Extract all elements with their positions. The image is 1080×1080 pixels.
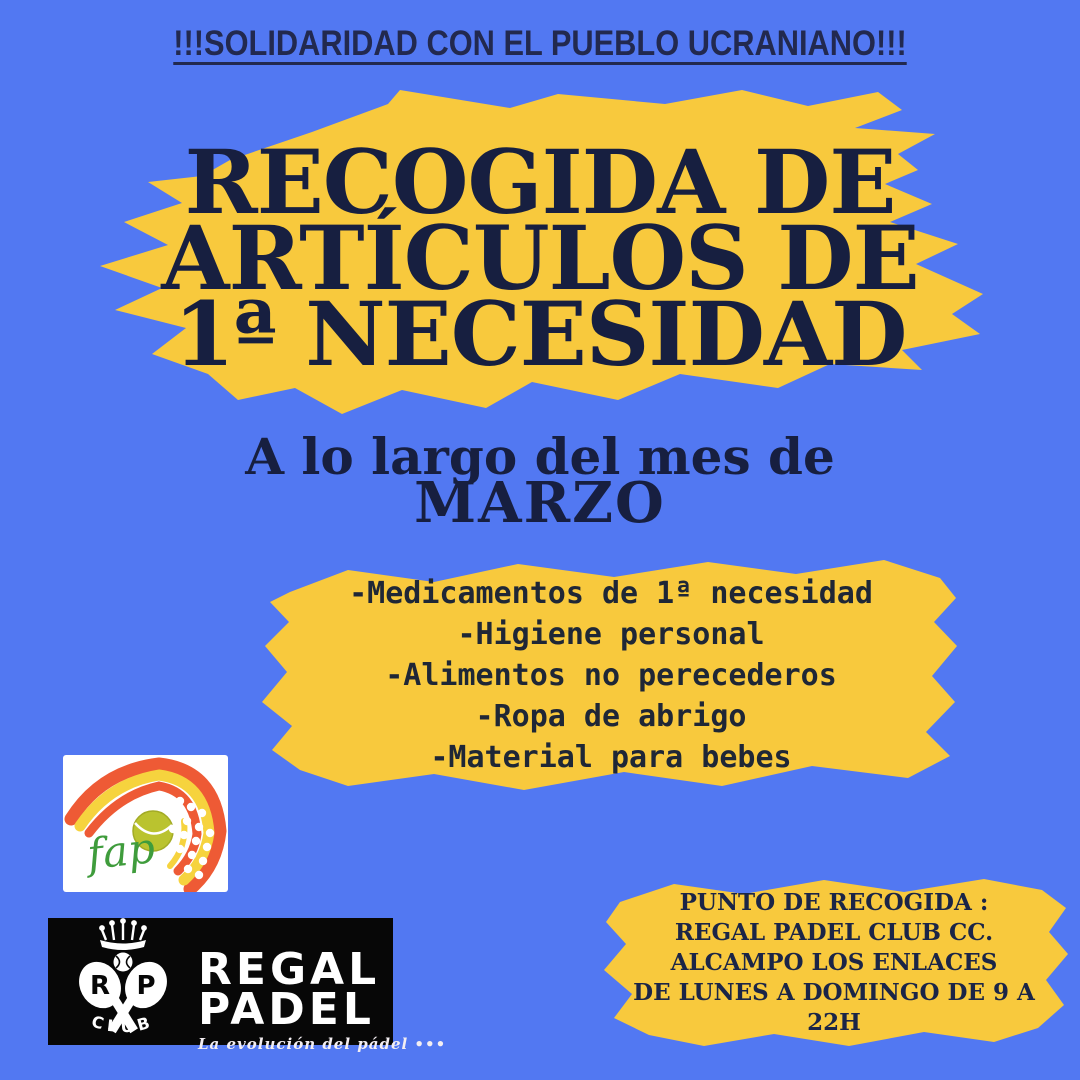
- list-item: -Material para bebes: [430, 739, 792, 775]
- title-line-2: ARTÍCULOS DE: [161, 206, 919, 310]
- regal-crest-icon: [48, 918, 198, 1045]
- donation-items-list: [256, 550, 966, 800]
- fap-script-text: fap: [84, 823, 158, 879]
- subtitle-line-2: MARZO: [414, 470, 666, 536]
- pickup-info: [594, 870, 1074, 1055]
- regal-padel-logo: [48, 918, 447, 1053]
- regal-name-line-2: PADEL: [198, 984, 375, 1035]
- list-item: -Medicamentos de 1ª necesidad: [349, 575, 873, 611]
- racket-letter-p: P: [136, 971, 156, 1001]
- pickup-line-3: DE LUNES A DOMINGO DE 9 A 22H: [633, 978, 1035, 1036]
- crown-icon: [100, 919, 147, 950]
- club-label: CLUB: [89, 1011, 157, 1037]
- title-line-3: 1ª NECESIDAD: [173, 282, 907, 386]
- pickup-line-1: PUNTO DE RECOGIDA :: [679, 888, 989, 916]
- subtitle-line-1: A lo largo del mes de: [245, 427, 835, 486]
- fap-racket-swoosh-icon: [63, 755, 228, 892]
- regal-wordmark: [198, 918, 447, 1053]
- ball-icon: [114, 953, 133, 972]
- list-item: -Higiene personal: [457, 616, 765, 652]
- poster-title: [90, 130, 990, 386]
- fap-federation-logo: [63, 755, 228, 892]
- banner-solidarity-text: !!!SOLIDARIDAD CON EL PUEBLO UCRANIANO!!!: [173, 24, 907, 63]
- title-line-1: RECOGIDA DE: [184, 130, 896, 234]
- list-item: -Ropa de abrigo: [475, 698, 747, 734]
- racket-letter-r: R: [89, 971, 111, 1001]
- pickup-line-2: REGAL PADEL CLUB CC. ALCAMPO LOS ENLACES: [670, 918, 998, 976]
- list-item: -Alimentos no perecederos: [385, 657, 837, 693]
- poster-subtitle: [0, 427, 1080, 536]
- regal-tagline: La evolución del pádel •••: [198, 1035, 447, 1053]
- regal-name-line-1: REGAL: [198, 944, 381, 995]
